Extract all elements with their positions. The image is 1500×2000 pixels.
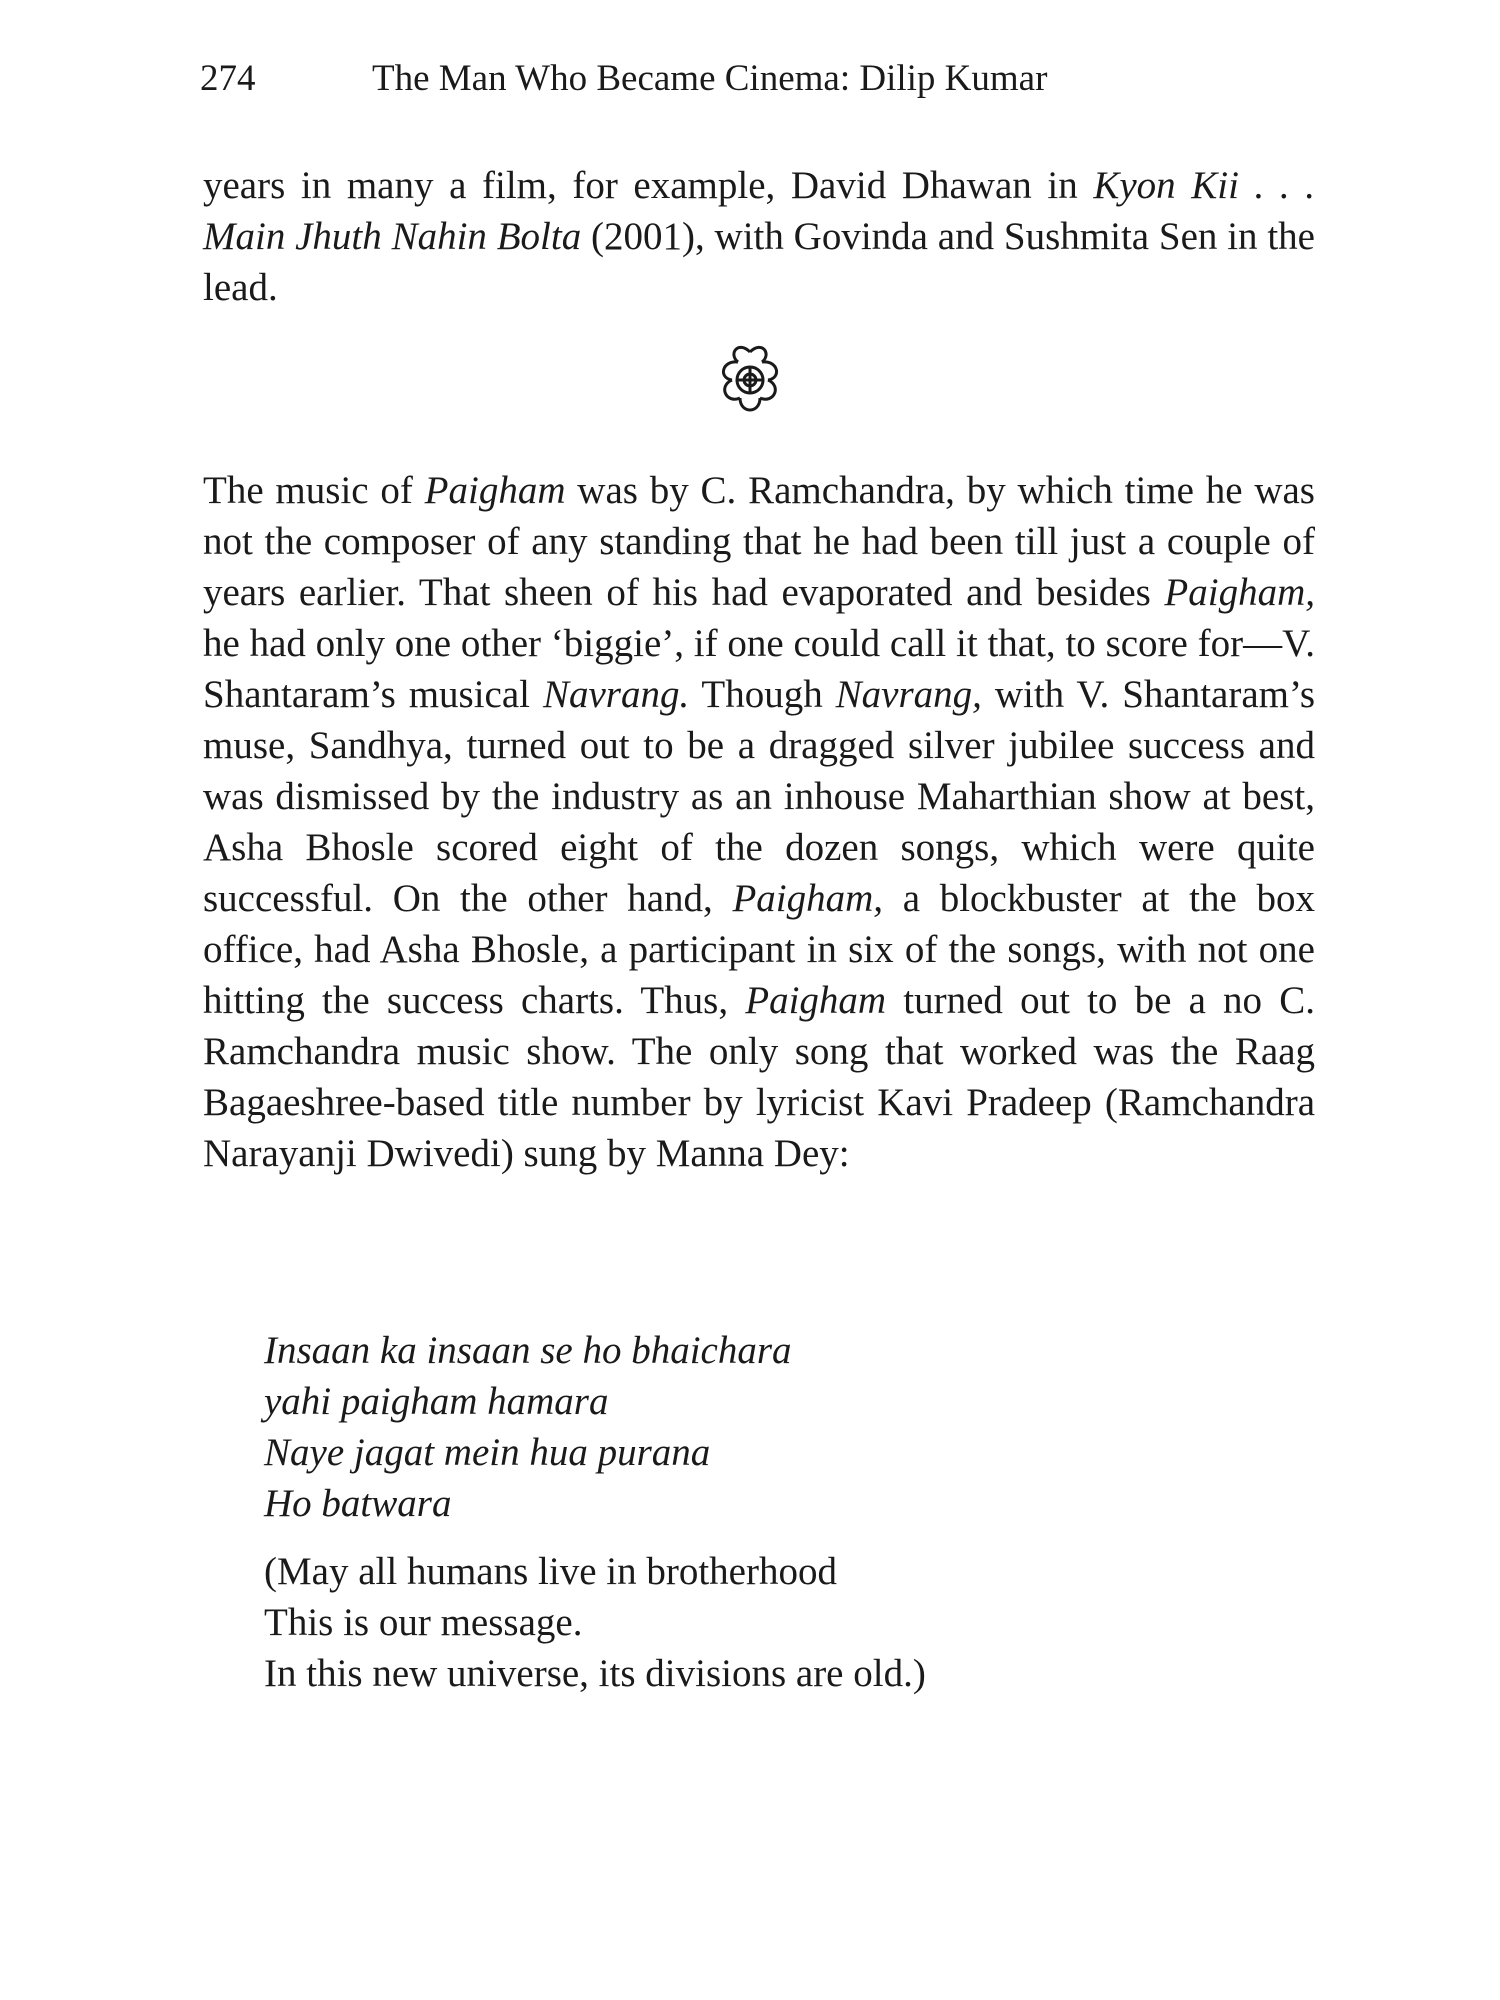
- intro-text-end: (2001), with Govinda and Sushmita Sen in the lead.: [203, 215, 1315, 309]
- translation-line: In this new universe, its divisions are old.): [264, 1652, 926, 1695]
- main-text-3: he had only one other ‘biggie’, if one could call it that, to score for—V. Shantaram’s musical: [203, 622, 1315, 716]
- running-title: The Man Who Became Cinema: Dilip Kumar: [372, 58, 1048, 99]
- film-title-paigham: Paigham: [424, 469, 566, 512]
- song-lyrics: [264, 1325, 792, 1529]
- main-text-4: Though: [689, 673, 836, 716]
- film-title: Kyon Kii . . . Main Jhuth Nahin Bolta: [203, 164, 1315, 258]
- intro-text-start: years in many a film, for example, David Dhawan in: [203, 164, 1094, 207]
- lyric-line: yahi paigham hamara: [264, 1380, 609, 1423]
- main-text-5: with V. Shantaram’s muse, Sandhya, turned out to be a dragged silver jubilee success and was dismissed by the industry as an inhouse Maharthian show at best, Asha Bhosle scored eight of the dozen songs, which were quite successful. On the other hand,: [203, 673, 1315, 920]
- main-text-7: turned out to be a no C. Ramchandra music show. The only song that worked was the Raag Bagaeshree-based title number by lyricist Kavi Pradeep (Ramchandra Narayanji Dwivedi) sung by Manna Dey:: [203, 979, 1315, 1175]
- lyrics-translation: [264, 1546, 926, 1699]
- main-paragraph: [203, 465, 1315, 1179]
- lyric-line: Insaan ka insaan se ho bhaichara: [264, 1329, 792, 1372]
- translation-line: This is our message.: [264, 1601, 583, 1644]
- running-header: [200, 55, 1310, 103]
- main-text-2: was by C. Ramchandra, by which time he was not the composer of any standing that he had been till just a couple of years earlier. That sheen of his had evaporated and besides: [203, 469, 1315, 614]
- film-title-navrang: Navrang.: [542, 673, 690, 716]
- intro-paragraph: [203, 160, 1315, 313]
- film-title-paigham: Paigham,: [1164, 571, 1315, 614]
- film-title-navrang: Navrang,: [835, 673, 982, 716]
- flower-ornament-icon: [708, 338, 792, 422]
- translation-line: (May all humans live in brotherhood: [264, 1550, 837, 1593]
- main-text-1: The music of: [203, 469, 425, 512]
- film-title-paigham: Paigham,: [732, 877, 884, 920]
- main-text-6: a blockbuster at the box office, had Asha Bhosle, a participant in six of the songs, with not one hitting the success charts. Thus,: [203, 877, 1315, 1022]
- lyric-line: Ho batwara: [264, 1482, 452, 1525]
- page-number: 274: [200, 58, 256, 99]
- lyric-line: Naye jagat mein hua purana: [264, 1431, 711, 1474]
- film-title-paigham: Paigham: [745, 979, 887, 1022]
